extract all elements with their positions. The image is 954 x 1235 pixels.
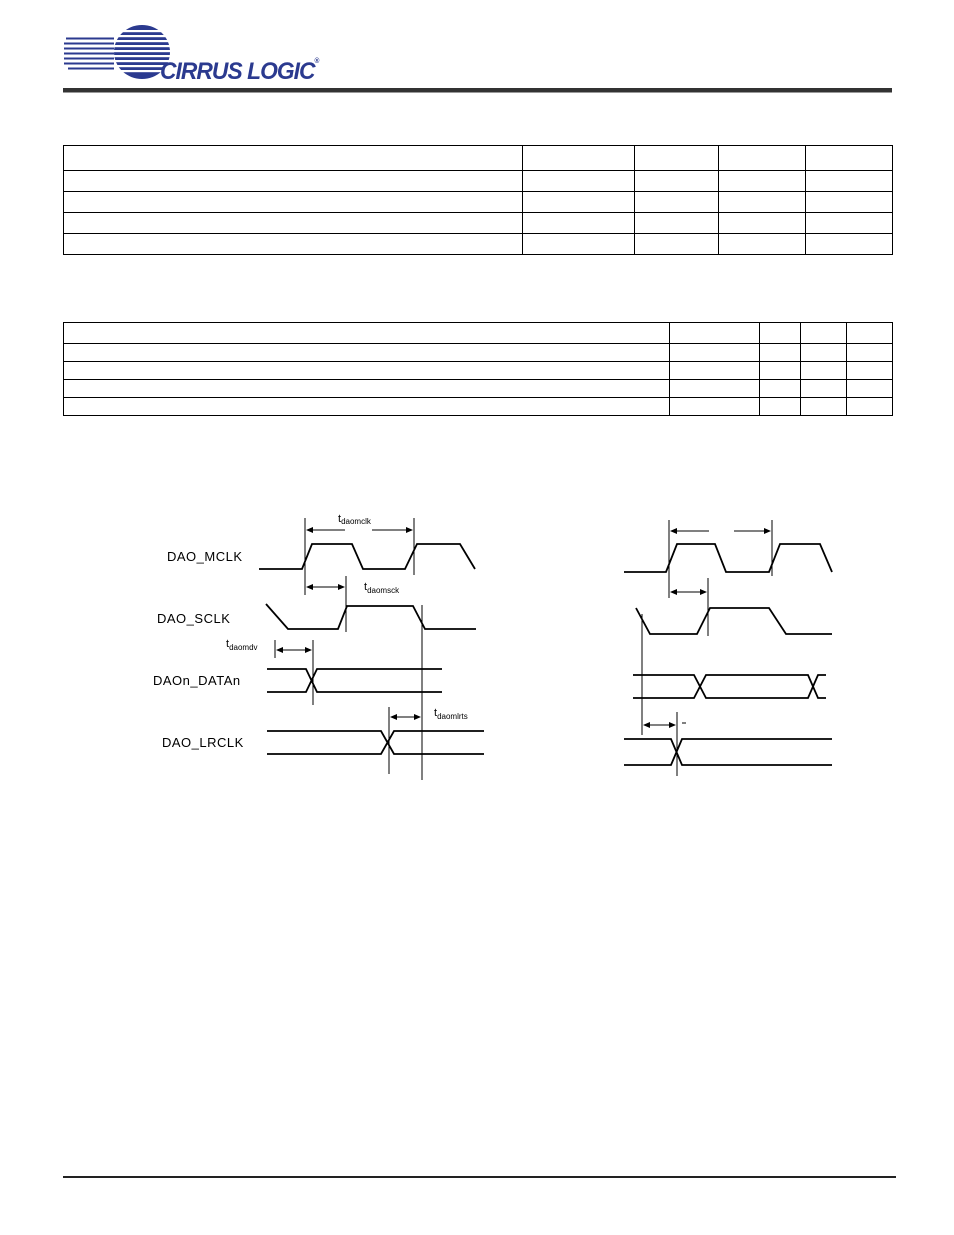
data-waveform <box>267 669 442 692</box>
mclk-waveform <box>259 544 475 569</box>
lrclk-waveform <box>267 731 484 754</box>
right-mclk-waveform <box>624 544 832 572</box>
footer-rule <box>63 1176 896 1178</box>
right-data-waveform <box>633 675 826 698</box>
param-daomdv: tdaomdv <box>226 638 258 652</box>
right-lrclk-waveform <box>624 739 832 765</box>
signal-label-mclk: DAO_MCLK <box>167 549 243 564</box>
signal-label-sclk: DAO_SCLK <box>157 611 231 626</box>
param-daomsck: tdaomsck <box>364 581 400 595</box>
signal-label-data: DAOn_DATAn <box>153 673 241 688</box>
param-daomclk: tdaomclk <box>338 513 371 526</box>
right-sclk-waveform <box>636 608 832 634</box>
company-name: CIRRUS LOGIC® <box>160 58 319 85</box>
param-daomlrts: tdaomlrts <box>434 707 468 721</box>
signal-label-lrclk: DAO_LRCLK <box>162 735 244 750</box>
sclk-waveform <box>266 604 476 629</box>
